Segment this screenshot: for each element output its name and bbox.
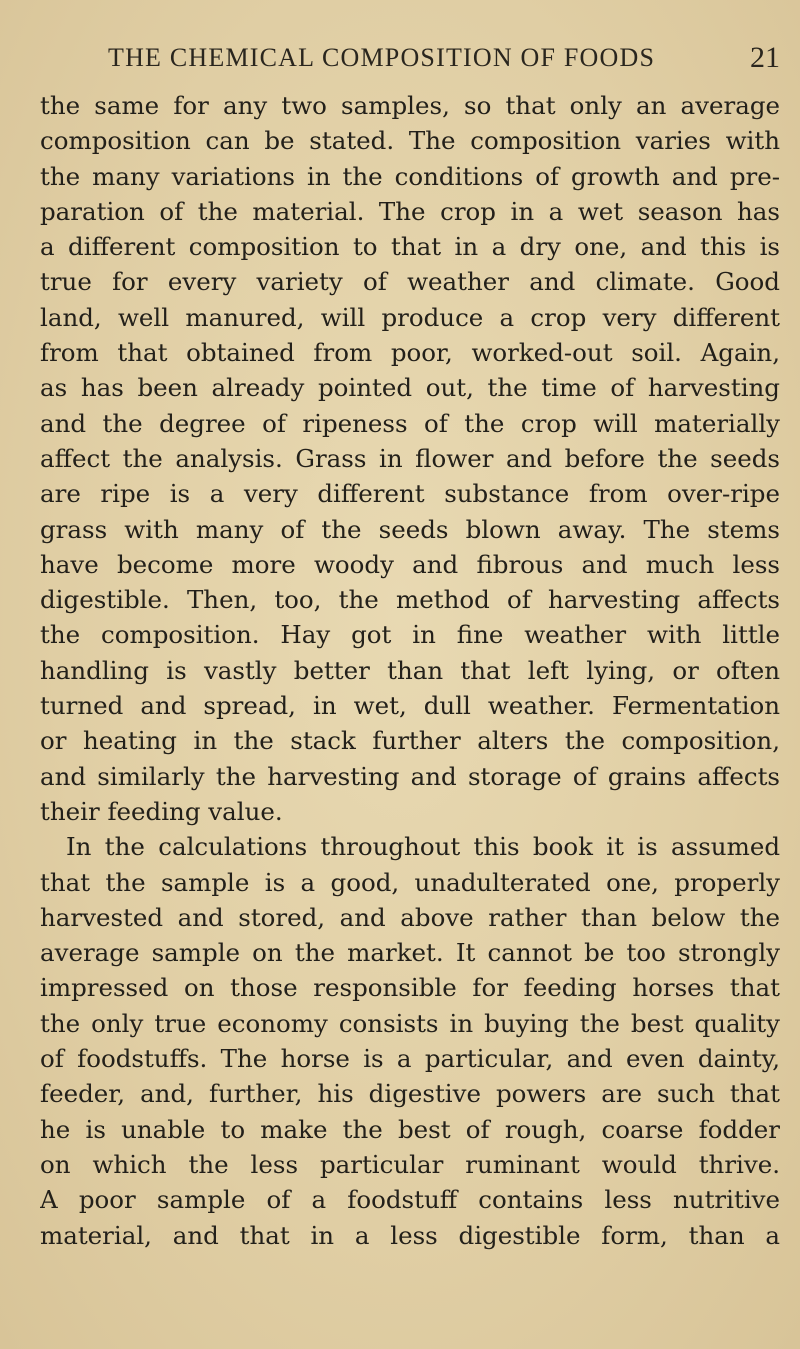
text-line: A poor sample of a foodstuff contains less nutritive: [40, 1185, 780, 1215]
text-line: on which the less particular ruminant would thrive.: [40, 1149, 780, 1179]
text-line: of foodstuffs. The horse is a particular, and even dainty,: [40, 1044, 780, 1074]
text-line: composition can be stated. The composition varies with: [40, 126, 780, 156]
text-line: feeder, and, further, his digestive powers are such that: [40, 1079, 780, 1109]
text-line: as has been already pointed out, the time of harvesting: [40, 373, 780, 403]
text-line: affect the analysis. Grass in flower and before the seeds: [40, 443, 780, 473]
text-line: the same for any two samples, so that only an average: [40, 91, 780, 120]
book-page: [40, 0, 780, 1349]
page-number: 21: [750, 41, 780, 74]
text-line: from that obtained from poor, worked-out soil. Again,: [40, 338, 780, 368]
text-line: and similarly the harvesting and storage of grains affects: [40, 761, 780, 791]
text-line: the many variations in the conditions of growth and pre-: [40, 161, 780, 191]
paragraph-end-line: their feeding value.: [40, 796, 283, 826]
text-line: the composition. Hay got in fine weather with little: [40, 620, 780, 650]
text-line: he is unable to make the best of rough, coarse fodder: [40, 1114, 780, 1144]
text-line: are ripe is a very different substance from over-ripe: [40, 479, 780, 509]
text-line: land, well manured, will produce a crop very different: [40, 302, 780, 332]
text-line: digestible. Then, too, the method of harvesting affects: [40, 585, 780, 615]
text-line: have become more woody and fibrous and much less: [40, 549, 780, 579]
text-line: material, and that in a less digestible form, than a: [40, 1220, 780, 1250]
running-title: THE CHEMICAL COMPOSITION OF FOODS: [108, 43, 656, 72]
text-line: that the sample is a good, unadulterated one, properly: [40, 867, 780, 897]
text-line: harvested and stored, and above rather than below the: [40, 902, 780, 932]
text-line: a different composition to that in a dry one, and this is: [40, 232, 780, 262]
running-header: [40, 38, 780, 78]
paragraph-start-line: In the calculations throughout this book it is assumed: [66, 832, 780, 862]
text-line: impressed on those responsible for feeding horses that: [40, 973, 780, 1003]
text-line: true for every variety of weather and climate. Good: [40, 267, 780, 297]
text-line: and the degree of ripeness of the crop will materially: [40, 408, 780, 438]
text-line: average sample on the market. It cannot be too strongly: [40, 938, 780, 968]
text-line: handling is vastly better than that left lying, or often: [40, 655, 780, 685]
text-line: or heating in the stack further alters the composition,: [40, 726, 780, 756]
text-line: paration of the material. The crop in a wet season has: [40, 196, 780, 226]
body-text: [40, 88, 780, 1253]
text-line: turned and spread, in wet, dull weather. Fermentation: [40, 691, 780, 721]
text-line: grass with many of the seeds blown away. The stems: [40, 514, 780, 544]
text-line: the only true economy consists in buying the best quality: [40, 1008, 780, 1038]
